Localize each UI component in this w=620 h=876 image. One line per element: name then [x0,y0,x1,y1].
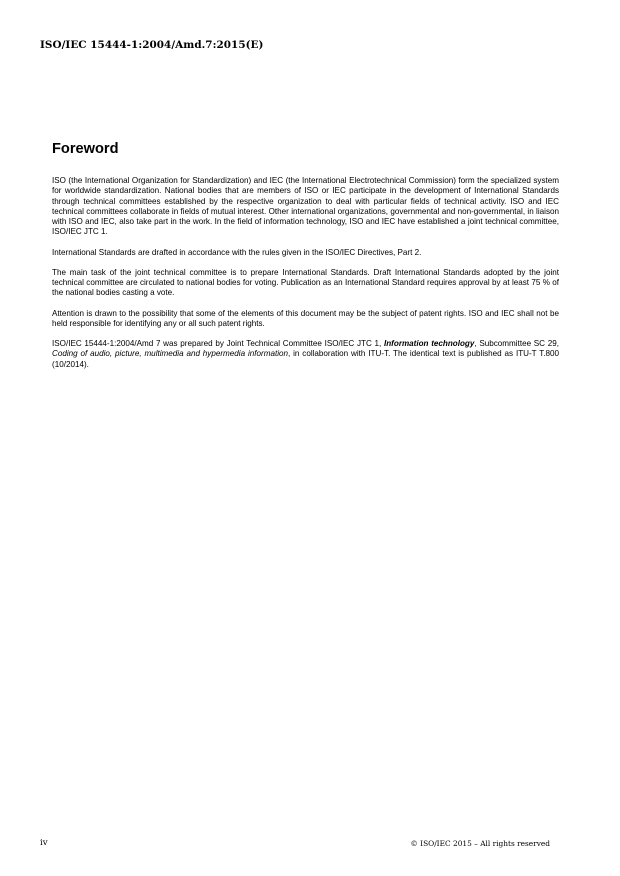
paragraph-directives: International Standards are drafted in accordance with the rules given in the ISO/IEC Directives, Part 2. [52,247,422,257]
paragraph-preparation [52,339,559,370]
foreword-heading: Foreword [52,141,119,157]
paragraph-patent-rights: Attention is drawn to the possibility that some of the elements of this document may be the subject of patent rights. ISO and IEC shall not be held responsible for identifying any or all such patent rights. [52,308,559,328]
paragraph-standardization-system: ISO (the International Organization for Standardization) and IEC (the International Electrotechnical Commission) form the specialized system for worldwide standardization. National bodies that are members of ISO or IEC participate in the development of International Standards through technical committees established by the respective organization to deal with particular fields of technical activity. ISO and IEC technical committees collaborate in fields of mutual interest. Other international organizations, governmental and non-governmental, in liaison with ISO and IEC, also take part in the work. In the field of information technology, ISO and IEC have established a joint technical committee, ISO/IEC JTC 1. [52,176,559,237]
paragraph-committee-task: The main task of the joint technical committee is to prepare International Standards. Draft International Standards adopted by the joint technical committee are circulated to national bodies for voting. Publication as an International Standard requires approval by at least 75 % of the national bodies casting a vote. [52,267,559,298]
subcommittee-title: Coding of audio, picture, multimedia and hypermedia information [52,349,288,359]
copyright-notice: © ISO/IEC 2015 – All rights reserved [410,839,550,848]
document-identifier: ISO/IEC 15444-1:2004/Amd.7:2015(E) [40,39,264,51]
committee-title: Information technology [383,339,475,348]
preparation-text-2: , Subcommittee SC 29, [474,339,559,348]
preparation-text-3: , in collaboration with ITU-T. The identical text is published as ITU-T T.800 (10/2014). [52,349,559,369]
page-number: iv [40,838,48,848]
preparation-text-1: ISO/IEC 15444-1:2004/Amd 7 was prepared by Joint Technical Committee ISO/IEC JTC 1, [52,339,384,348]
foreword-body [52,176,559,380]
